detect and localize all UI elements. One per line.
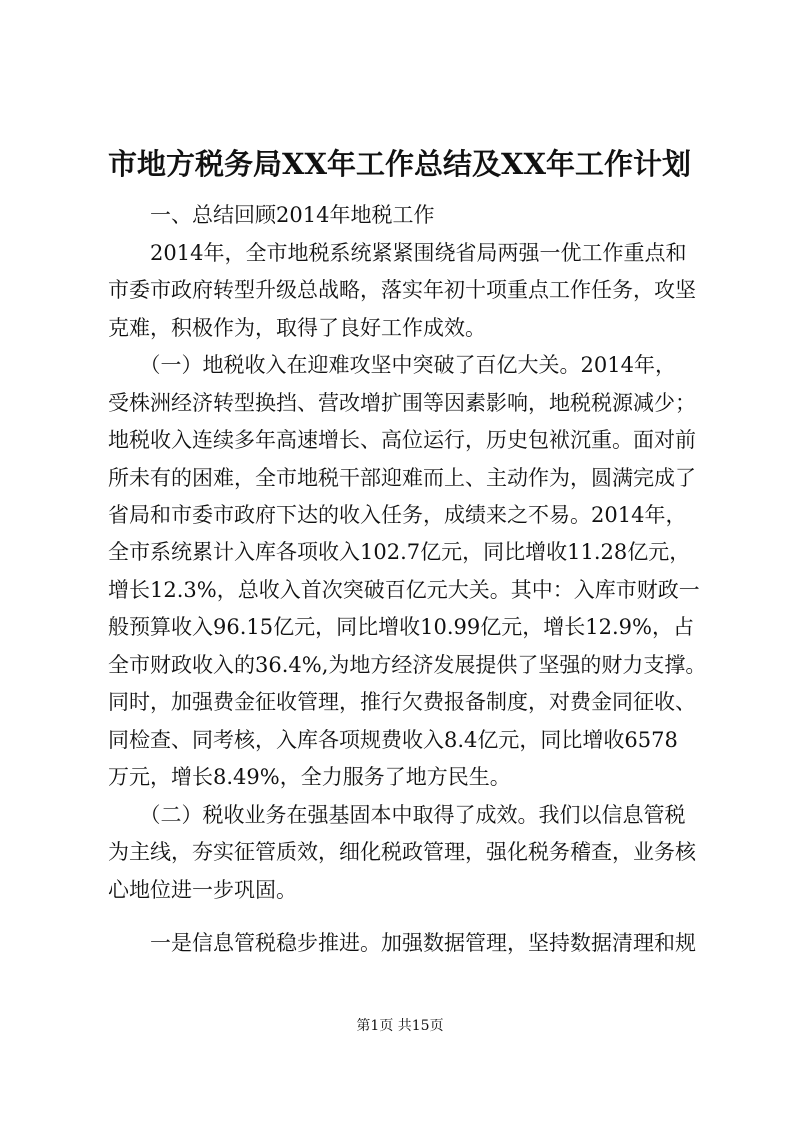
paragraph-line: 全市财政收入的36.4%,为地方经济发展提供了坚强的财力支撑。 [108, 653, 707, 677]
paragraph-line: 心地位进一步巩固。 [108, 878, 297, 902]
paragraph-line: （二）税收业务在强基固本中取得了成效。我们以信息管税 [108, 803, 686, 827]
paragraph-line: 般预算收入96.15亿元，同比增收10.99亿元，增长12.9%，占 [108, 615, 694, 639]
paragraph-line: 2014年，全市地税系统紧紧围绕省局两强一优工作重点和 [108, 241, 687, 265]
paragraph-line: 为主线，夯实征管质效，细化税政管理，强化税务稽查，业务核 [108, 840, 696, 864]
paragraph-line: 克难，积极作为，取得了良好工作成效。 [108, 316, 486, 340]
paragraph-line: 一是信息管税稳步推进。加强数据管理，坚持数据清理和规 [108, 931, 696, 955]
document-title: 市地方税务局XX年工作总结及XX年工作计划 [108, 147, 692, 181]
paragraph-line: 省局和市委市政府下达的收入任务，成绩来之不易。2014年， [108, 503, 687, 527]
paragraph-line: 全市系统累计入库各项收入102.7亿元，同比增收11.28亿元， [108, 540, 691, 564]
paragraph-line: 同时，加强费金征收管理，推行欠费报备制度，对费金同征收、 [108, 690, 696, 714]
paragraph-line: 万元，增长8.49%，全力服务了地方民生。 [108, 765, 511, 789]
paragraph-line: 地税收入连续多年高速增长、高位运行，历史包袱沉重。面对前 [108, 428, 696, 452]
paragraph-line: 同检查、同考核，入库各项规费收入8.4亿元，同比增收6578 [108, 728, 678, 752]
page-number: 第1页 共15页 [356, 1018, 444, 1034]
paragraph-line: 增长12.3%，总收入首次突破百亿元大关。其中：入库市财政一 [108, 578, 700, 602]
paragraph-line: 所未有的困难，全市地税干部迎难而上、主动作为，圆满完成了 [108, 466, 696, 490]
paragraph-line: 受株洲经济转型换挡、营改增扩围等因素影响，地税税源减少； [108, 391, 696, 415]
heading-section-1: 一、总结回顾2014年地税工作 [108, 203, 435, 227]
paragraph-line: 市委市政府转型升级总战略，落实年初十项重点工作任务，攻坚 [108, 278, 696, 302]
paragraph-line: （一）地税收入在迎难攻坚中突破了百亿大关。2014年， [108, 353, 676, 377]
